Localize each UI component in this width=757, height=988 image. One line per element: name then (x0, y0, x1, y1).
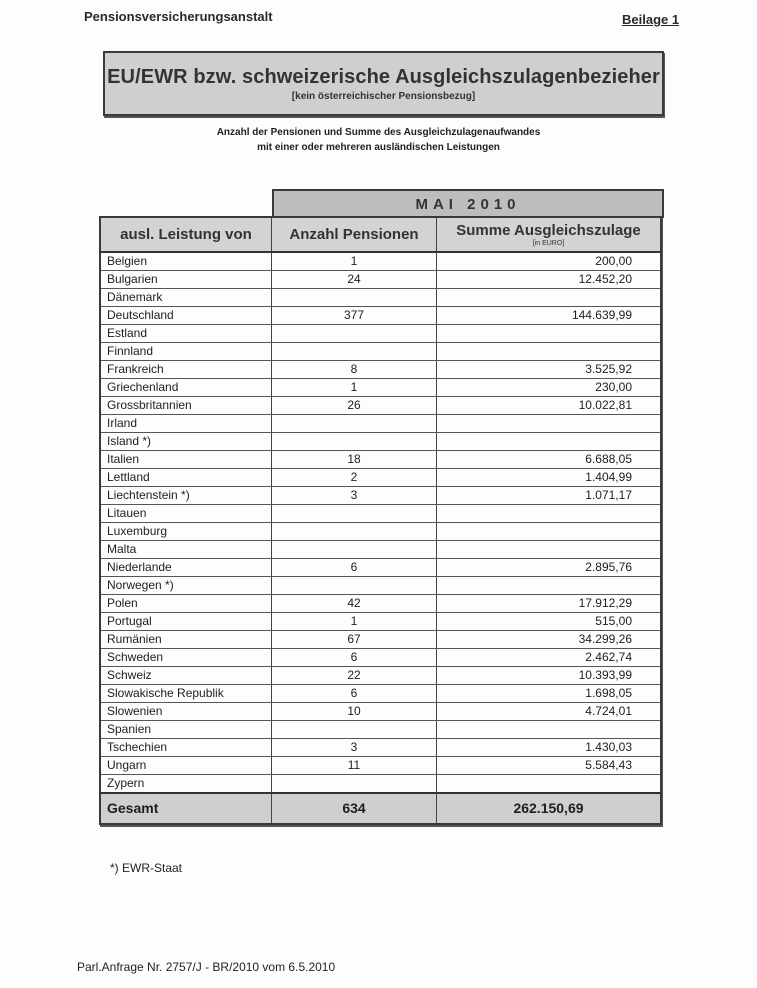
country-cell: Schweiz (100, 667, 272, 685)
count-cell (272, 523, 437, 541)
sum-cell: 5.584,43 (437, 757, 662, 775)
document-title: EU/EWR bzw. schweizerische Ausgleichszulagenbezieher (107, 66, 660, 88)
table-row (100, 505, 661, 523)
sum-cell: 1.071,17 (437, 487, 662, 505)
table-row (100, 649, 661, 667)
country-cell: Finnland (100, 343, 272, 361)
count-cell (272, 505, 437, 523)
sum-cell (437, 721, 662, 739)
sum-cell (437, 343, 662, 361)
country-cell: Island *) (100, 433, 272, 451)
sum-cell: 1.430,03 (437, 739, 662, 757)
sum-cell: 200,00 (437, 252, 662, 271)
country-cell: Bulgarien (100, 271, 272, 289)
count-cell (272, 775, 437, 794)
country-cell: Dänemark (100, 289, 272, 307)
sum-cell (437, 775, 662, 794)
country-cell: Niederlande (100, 559, 272, 577)
country-cell: Schweden (100, 649, 272, 667)
table-row (100, 397, 661, 415)
count-cell: 377 (272, 307, 437, 325)
table-row (100, 757, 661, 775)
country-cell: Tschechien (100, 739, 272, 757)
table-row (100, 271, 661, 289)
table-row (100, 631, 661, 649)
count-cell: 22 (272, 667, 437, 685)
country-cell: Deutschland (100, 307, 272, 325)
table-row (100, 667, 661, 685)
country-cell: Estland (100, 325, 272, 343)
table-row (100, 469, 661, 487)
sum-cell: 144.639,99 (437, 307, 662, 325)
sum-cell: 4.724,01 (437, 703, 662, 721)
table-row (100, 595, 661, 613)
sum-cell: 1.698,05 (437, 685, 662, 703)
country-cell: Griechenland (100, 379, 272, 397)
table-row (100, 685, 661, 703)
sum-cell: 17.912,29 (437, 595, 662, 613)
description-line-1: Anzahl der Pensionen und Summe des Ausgleichzulagenaufwandes (216, 127, 541, 138)
total-row (100, 793, 661, 824)
description-line-2: mit einer oder mehreren ausländischen Leistungen (257, 142, 500, 153)
table-row (100, 487, 661, 505)
sum-cell: 6.688,05 (437, 451, 662, 469)
table-row (100, 307, 661, 325)
table-row (100, 613, 661, 631)
count-cell (272, 343, 437, 361)
count-cell: 18 (272, 451, 437, 469)
period-header: MAI 2010 (272, 189, 664, 218)
count-cell: 11 (272, 757, 437, 775)
sum-cell: 12.452,20 (437, 271, 662, 289)
country-cell: Norwegen *) (100, 577, 272, 595)
country-cell: Frankreich (100, 361, 272, 379)
title-banner (103, 51, 664, 116)
count-cell: 3 (272, 487, 437, 505)
column-header-sum (437, 217, 662, 252)
column-header-country: ausl. Leistung von (100, 217, 272, 252)
country-cell: Grossbritannien (100, 397, 272, 415)
table-row (100, 451, 661, 469)
footnote: *) EWR-Staat (110, 861, 183, 875)
count-cell (272, 289, 437, 307)
sum-cell: 230,00 (437, 379, 662, 397)
count-cell: 6 (272, 649, 437, 667)
count-cell: 67 (272, 631, 437, 649)
sum-cell: 2.462,74 (437, 649, 662, 667)
sum-cell: 515,00 (437, 613, 662, 631)
country-cell: Lettland (100, 469, 272, 487)
country-cell: Slowakische Republik (100, 685, 272, 703)
attachment-label: Beilage 1 (622, 12, 680, 27)
table-row (100, 433, 661, 451)
reference-line: Parl.Anfrage Nr. 2757/J - BR/2010 vom 6.5.2010 (77, 960, 336, 974)
sum-cell: 10.022,81 (437, 397, 662, 415)
country-cell: Polen (100, 595, 272, 613)
count-cell: 8 (272, 361, 437, 379)
count-cell: 1 (272, 613, 437, 631)
count-cell: 3 (272, 739, 437, 757)
sum-cell: 1.404,99 (437, 469, 662, 487)
sum-cell: 10.393,99 (437, 667, 662, 685)
country-cell: Rumänien (100, 631, 272, 649)
sum-cell (437, 415, 662, 433)
total-label: Gesamt (100, 793, 272, 824)
column-header-sum-unit: [in EURO] (532, 240, 565, 247)
count-cell (272, 577, 437, 595)
document-subtitle: [kein österreichischer Pensionsbezug] (291, 91, 476, 102)
count-cell: 10 (272, 703, 437, 721)
country-cell: Irland (100, 415, 272, 433)
organization-name: Pensionsversicherungsanstalt (84, 9, 273, 24)
column-header-sum-label: Summe Ausgleichszulage (456, 222, 641, 239)
count-cell: 1 (272, 379, 437, 397)
total-count: 634 (272, 793, 437, 824)
count-cell (272, 325, 437, 343)
table-row (100, 361, 661, 379)
table-row (100, 541, 661, 559)
country-cell: Malta (100, 541, 272, 559)
country-cell: Zypern (100, 775, 272, 794)
count-cell: 6 (272, 685, 437, 703)
sum-cell (437, 523, 662, 541)
country-cell: Liechtenstein *) (100, 487, 272, 505)
sum-cell (437, 289, 662, 307)
count-cell: 1 (272, 252, 437, 271)
sum-cell: 34.299,26 (437, 631, 662, 649)
sum-cell (437, 577, 662, 595)
table-row (100, 775, 661, 794)
table-row (100, 325, 661, 343)
count-cell: 24 (272, 271, 437, 289)
sum-cell: 3.525,92 (437, 361, 662, 379)
country-cell: Slowenien (100, 703, 272, 721)
table-row (100, 343, 661, 361)
pensions-table (99, 216, 662, 825)
table-row (100, 289, 661, 307)
table-row (100, 577, 661, 595)
table-row (100, 559, 661, 577)
count-cell: 26 (272, 397, 437, 415)
table-row (100, 415, 661, 433)
table-row (100, 703, 661, 721)
count-cell: 6 (272, 559, 437, 577)
count-cell (272, 415, 437, 433)
count-cell (272, 433, 437, 451)
count-cell (272, 541, 437, 559)
table-row (100, 739, 661, 757)
count-cell: 42 (272, 595, 437, 613)
table-description (0, 125, 757, 155)
count-cell (272, 721, 437, 739)
sum-cell (437, 505, 662, 523)
country-cell: Portugal (100, 613, 272, 631)
country-cell: Italien (100, 451, 272, 469)
sum-cell (437, 541, 662, 559)
sum-cell: 2.895,76 (437, 559, 662, 577)
country-cell: Litauen (100, 505, 272, 523)
sum-cell (437, 433, 662, 451)
total-sum: 262.150,69 (437, 793, 662, 824)
column-header-count: Anzahl Pensionen (272, 217, 437, 252)
table-row (100, 379, 661, 397)
country-cell: Luxemburg (100, 523, 272, 541)
table-row (100, 252, 661, 271)
count-cell: 2 (272, 469, 437, 487)
table-row (100, 721, 661, 739)
table-row (100, 523, 661, 541)
country-cell: Belgien (100, 252, 272, 271)
table-header-row (100, 217, 661, 252)
sum-cell (437, 325, 662, 343)
country-cell: Ungarn (100, 757, 272, 775)
country-cell: Spanien (100, 721, 272, 739)
